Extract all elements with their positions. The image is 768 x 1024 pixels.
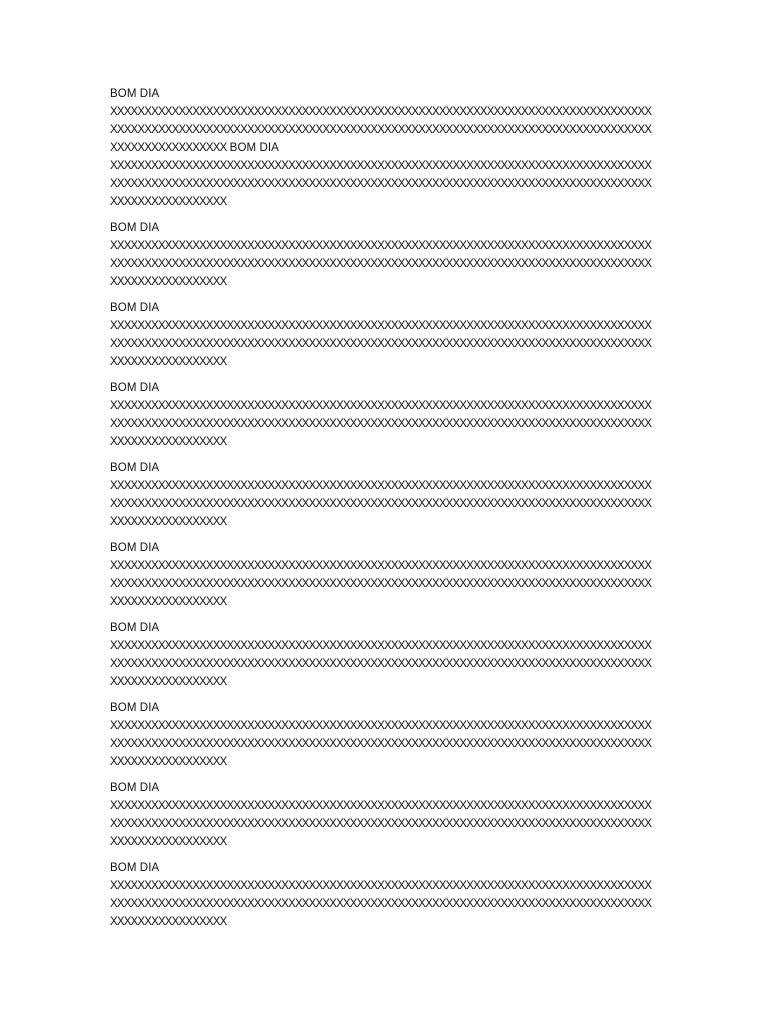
paragraph-text-line: XXXXXXXXXXXXXXXXXXXXXXXXXXXXXXXXXXXXXXXXXXXXXXXXXXXXXXXXXXXXXXXXXXXXXXXXXXXXXXX: [110, 640, 652, 652]
paragraph-text-line: XXXXXXXXXXXXXXXXX: [110, 676, 227, 688]
paragraph-text-line: XXXXXXXXXXXXXXXXXXXXXXXXXXXXXXXXXXXXXXXXXXXXXXXXXXXXXXXXXXXXXXXXXXXXXXXXXXXXXXX: [110, 418, 652, 430]
paragraph-heading: BOM DIA: [110, 302, 160, 314]
paragraph-text-line: XXXXXXXXXXXXXXXXXXXXXXXXXXXXXXXXXXXXXXXXXXXXXXXXXXXXXXXXXXXXXXXXXXXXXXXXXXXXXXX: [110, 124, 652, 136]
paragraph-8: [110, 699, 670, 771]
paragraph-4: [110, 379, 670, 451]
paragraph-text-line: XXXXXXXXXXXXXXXXXXXXXXXXXXXXXXXXXXXXXXXXXXXXXXXXXXXXXXXXXXXXXXXXXXXXXXXXXXXXXXX: [110, 720, 652, 732]
paragraph-heading: BOM DIA: [110, 542, 160, 554]
paragraph-text-line: XXXXXXXXXXXXXXXXXXXXXXXXXXXXXXXXXXXXXXXXXXXXXXXXXXXXXXXXXXXXXXXXXXXXXXXXXXXXXXX: [110, 818, 652, 830]
paragraph-heading: BOM DIA: [110, 622, 160, 634]
paragraph-text-line: XXXXXXXXXXXXXXXXXXXXXXXXXXXXXXXXXXXXXXXXXXXXXXXXXXXXXXXXXXXXXXXXXXXXXXXXXXXXXXX: [110, 320, 652, 332]
paragraph-text-line: XXXXXXXXXXXXXXXXXXXXXXXXXXXXXXXXXXXXXXXXXXXXXXXXXXXXXXXXXXXXXXXXXXXXXXXXXXXXXXX: [110, 880, 652, 892]
paragraph-3: [110, 299, 670, 371]
paragraph-text-line: XXXXXXXXXXXXXXXXX: [110, 196, 227, 208]
paragraph-heading: BOM DIA: [110, 382, 160, 394]
paragraph-text-line: XXXXXXXXXXXXXXXXXXXXXXXXXXXXXXXXXXXXXXXXXXXXXXXXXXXXXXXXXXXXXXXXXXXXXXXXXXXXXXX: [110, 898, 652, 910]
paragraph-text-line: XXXXXXXXXXXXXXXXX: [110, 436, 227, 448]
paragraph-text-line: XXXXXXXXXXXXXXXXX: [110, 916, 227, 928]
paragraph-text-line: XXXXXXXXXXXXXXXXXXXXXXXXXXXXXXXXXXXXXXXXXXXXXXXXXXXXXXXXXXXXXXXXXXXXXXXXXXXXXXX: [110, 258, 652, 270]
paragraph-text-line-with-heading: [110, 139, 670, 157]
paragraph-text-line: XXXXXXXXXXXXXXXXX: [110, 276, 227, 288]
paragraph-text-line: XXXXXXXXXXXXXXXXX: [110, 836, 227, 848]
paragraph-heading: BOM DIA: [110, 782, 160, 794]
paragraph-text-line: XXXXXXXXXXXXXXXXX: [110, 356, 227, 368]
paragraph-text-line: XXXXXXXXXXXXXXXXXXXXXXXXXXXXXXXXXXXXXXXXXXXXXXXXXXXXXXXXXXXXXXXXXXXXXXXXXXXXXXX: [110, 738, 652, 750]
paragraph-text-line: XXXXXXXXXXXXXXXXX: [110, 516, 227, 528]
paragraph-7: [110, 619, 670, 691]
paragraph-text-line: XXXXXXXXXXXXXXXXXXXXXXXXXXXXXXXXXXXXXXXXXXXXXXXXXXXXXXXXXXXXXXXXXXXXXXXXXXXXXXX: [110, 480, 652, 492]
paragraph-text-line: XXXXXXXXXXXXXXXXXXXXXXXXXXXXXXXXXXXXXXXXXXXXXXXXXXXXXXXXXXXXXXXXXXXXXXXXXXXXXXX: [110, 178, 652, 190]
paragraph-text-line: XXXXXXXXXXXXXXXXX: [110, 596, 227, 608]
paragraph-heading: BOM DIA: [110, 862, 160, 874]
paragraph-5: [110, 459, 670, 531]
paragraph-text-line: XXXXXXXXXXXXXXXXXXXXXXXXXXXXXXXXXXXXXXXXXXXXXXXXXXXXXXXXXXXXXXXXXXXXXXXXXXXXXXX: [110, 106, 652, 118]
paragraph-10: [110, 859, 670, 931]
paragraph-6: [110, 539, 670, 611]
paragraph-text-line: XXXXXXXXXXXXXXXXXXXXXXXXXXXXXXXXXXXXXXXXXXXXXXXXXXXXXXXXXXXXXXXXXXXXXXXXXXXXXXX: [110, 560, 652, 572]
document-page: [110, 85, 670, 939]
paragraph-heading: BOM DIA: [110, 88, 160, 100]
paragraph-1: [110, 85, 670, 211]
paragraph-text-line: XXXXXXXXXXXXXXXXXXXXXXXXXXXXXXXXXXXXXXXXXXXXXXXXXXXXXXXXXXXXXXXXXXXXXXXXXXXXXXX: [110, 160, 652, 172]
paragraph-heading: BOM DIA: [110, 462, 160, 474]
paragraph-text-line: XXXXXXXXXXXXXXXXX: [110, 756, 227, 768]
paragraph-inline-heading: BOM DIA: [229, 142, 279, 154]
paragraph-text-fragment: XXXXXXXXXXXXXXXXX: [110, 142, 227, 154]
paragraph-text-line: XXXXXXXXXXXXXXXXXXXXXXXXXXXXXXXXXXXXXXXXXXXXXXXXXXXXXXXXXXXXXXXXXXXXXXXXXXXXXXX: [110, 800, 652, 812]
paragraph-text-line: XXXXXXXXXXXXXXXXXXXXXXXXXXXXXXXXXXXXXXXXXXXXXXXXXXXXXXXXXXXXXXXXXXXXXXXXXXXXXXX: [110, 400, 652, 412]
paragraph-9: [110, 779, 670, 851]
paragraph-text-line: XXXXXXXXXXXXXXXXXXXXXXXXXXXXXXXXXXXXXXXXXXXXXXXXXXXXXXXXXXXXXXXXXXXXXXXXXXXXXXX: [110, 338, 652, 350]
paragraph-2: [110, 219, 670, 291]
paragraph-text-line: XXXXXXXXXXXXXXXXXXXXXXXXXXXXXXXXXXXXXXXXXXXXXXXXXXXXXXXXXXXXXXXXXXXXXXXXXXXXXXX: [110, 658, 652, 670]
paragraph-heading: BOM DIA: [110, 702, 160, 714]
paragraph-text-line: XXXXXXXXXXXXXXXXXXXXXXXXXXXXXXXXXXXXXXXXXXXXXXXXXXXXXXXXXXXXXXXXXXXXXXXXXXXXXXX: [110, 240, 652, 252]
paragraph-heading: BOM DIA: [110, 222, 160, 234]
paragraph-text-line: XXXXXXXXXXXXXXXXXXXXXXXXXXXXXXXXXXXXXXXXXXXXXXXXXXXXXXXXXXXXXXXXXXXXXXXXXXXXXXX: [110, 578, 652, 590]
paragraph-text-line: XXXXXXXXXXXXXXXXXXXXXXXXXXXXXXXXXXXXXXXXXXXXXXXXXXXXXXXXXXXXXXXXXXXXXXXXXXXXXXX: [110, 498, 652, 510]
